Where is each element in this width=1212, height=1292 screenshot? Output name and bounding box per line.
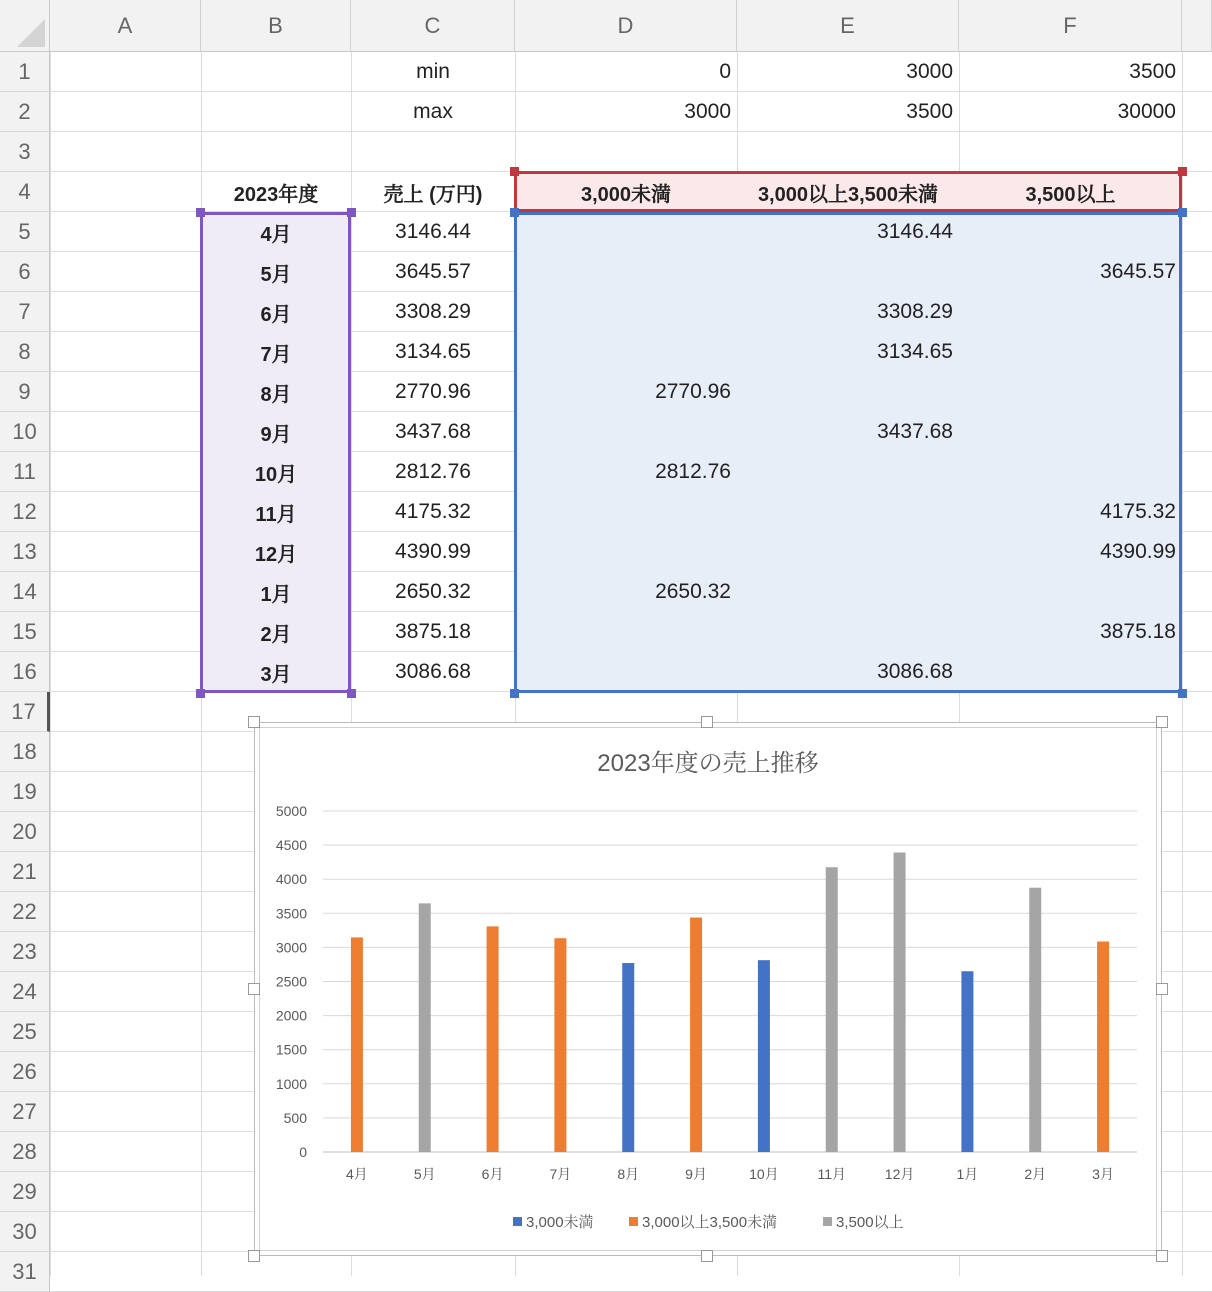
column-header-a[interactable]: A: [50, 0, 201, 52]
row-header-17[interactable]: 17: [0, 692, 50, 732]
sales-cell[interactable]: 3134.65: [395, 340, 471, 363]
y-tick-label: 4500: [275, 837, 307, 854]
col-gridline: [1182, 52, 1183, 1276]
row-header-12[interactable]: 12: [0, 492, 50, 532]
range-handle[interactable]: [1178, 689, 1187, 698]
bucket-value-cell[interactable]: 4175.32: [1100, 500, 1176, 523]
sales-cell[interactable]: 3146.44: [395, 220, 471, 243]
y-tick-label: 5000: [275, 803, 307, 819]
x-tick-label: 2月: [1024, 1166, 1047, 1182]
x-tick-label: 8月: [617, 1166, 640, 1182]
row-header-19[interactable]: 19: [0, 772, 50, 812]
row-header-26[interactable]: 26: [0, 1052, 50, 1092]
x-tick-label: 11月: [817, 1166, 847, 1182]
y-tick-label: 500: [283, 1109, 307, 1126]
sales-cell[interactable]: 2770.96: [395, 380, 471, 403]
legend-swatch: [823, 1217, 832, 1226]
sales-cell[interactable]: 3308.29: [395, 300, 471, 323]
y-tick-label: 1000: [275, 1075, 307, 1092]
row-header-16[interactable]: 16: [0, 652, 50, 692]
y-tick-label: 4000: [275, 871, 307, 888]
select-all-icon: [17, 19, 45, 47]
x-tick-label: 4月: [346, 1166, 368, 1182]
chart-resize-handle[interactable]: [248, 1250, 260, 1262]
bar-1[interactable]: [758, 960, 770, 1152]
row-header-13[interactable]: 13: [0, 532, 50, 572]
x-tick-label: 12月: [884, 1166, 915, 1182]
bar-3[interactable]: [419, 903, 431, 1152]
y-tick-label: 0: [299, 1144, 307, 1160]
bar-1[interactable]: [961, 971, 973, 1152]
range-handle[interactable]: [196, 208, 205, 217]
x-tick-label: 5月: [413, 1166, 436, 1182]
chart-resize-handle[interactable]: [701, 1250, 713, 1262]
sales-cell[interactable]: 4175.32: [395, 500, 471, 523]
sales-cell[interactable]: 3875.18: [395, 620, 471, 643]
column-header-e[interactable]: E: [737, 0, 959, 52]
header-sales[interactable]: 売上 (万円): [383, 183, 483, 206]
bucket-value-cell[interactable]: 2770.96: [655, 380, 731, 403]
month-cell[interactable]: 1月: [260, 583, 292, 606]
legend-swatch: [629, 1217, 638, 1226]
row-header-6[interactable]: 6: [0, 252, 50, 292]
sales-cell[interactable]: 2650.32: [395, 580, 471, 603]
column-header-f[interactable]: F: [959, 0, 1182, 52]
header-period[interactable]: 2023年度: [233, 183, 319, 206]
range-handle[interactable]: [1178, 167, 1187, 176]
x-tick-label: 7月: [549, 1166, 572, 1182]
y-tick-label: 2500: [275, 973, 307, 990]
chart-resize-handle[interactable]: [1156, 983, 1168, 995]
bar-2[interactable]: [690, 918, 702, 1152]
bucket-value-cell[interactable]: 3437.68: [877, 420, 953, 443]
column-header-b[interactable]: B: [201, 0, 351, 52]
bucket-value-cell[interactable]: 4390.99: [1100, 540, 1176, 563]
row-header-27[interactable]: 27: [0, 1092, 50, 1132]
bucket-value-cell[interactable]: 2812.76: [655, 460, 731, 483]
row-header-20[interactable]: 20: [0, 812, 50, 852]
chart-resize-handle[interactable]: [248, 716, 260, 728]
cell-max-value[interactable]: 3000: [684, 100, 731, 123]
bar-3[interactable]: [1029, 888, 1041, 1152]
cell-c2-max-label[interactable]: max: [413, 100, 453, 123]
range-handle[interactable]: [1178, 208, 1187, 217]
row-header-14[interactable]: 14: [0, 572, 50, 612]
chart-resize-handle[interactable]: [701, 716, 713, 728]
bucket-value-cell[interactable]: 3086.68: [877, 660, 953, 683]
row-header-31[interactable]: 31: [0, 1252, 50, 1292]
cell-min-value[interactable]: 0: [719, 60, 731, 83]
chart-title: 2023年度の売上推移: [597, 750, 819, 777]
sales-cell[interactable]: 4390.99: [395, 540, 471, 563]
month-cell[interactable]: 6月: [260, 303, 292, 326]
chart-resize-handle[interactable]: [248, 983, 260, 995]
row-header-10[interactable]: 10: [0, 412, 50, 452]
range-handle[interactable]: [196, 689, 205, 698]
row-header-5[interactable]: 5: [0, 212, 50, 252]
legend-swatch: [513, 1217, 522, 1226]
bucket-value-cell[interactable]: 3645.57: [1100, 260, 1176, 283]
bar-2[interactable]: [351, 937, 363, 1152]
row-header-21[interactable]: 21: [0, 852, 50, 892]
x-tick-label: 6月: [481, 1166, 504, 1182]
month-cell[interactable]: 3月: [260, 663, 292, 686]
row-header-1[interactable]: 1: [0, 52, 50, 92]
month-cell[interactable]: 8月: [260, 383, 292, 406]
range-handle[interactable]: [510, 689, 519, 698]
sales-cell[interactable]: 3645.57: [395, 260, 471, 283]
range-handle[interactable]: [347, 208, 356, 217]
header-bucket[interactable]: 3,500以上: [1025, 183, 1116, 206]
col-gridline: [50, 52, 51, 1276]
row-header-3[interactable]: 3: [0, 132, 50, 172]
row-header-23[interactable]: 23: [0, 932, 50, 972]
bar-1[interactable]: [622, 963, 634, 1152]
bar-3[interactable]: [894, 853, 906, 1152]
row-header-7[interactable]: 7: [0, 292, 50, 332]
bar-2[interactable]: [487, 926, 499, 1152]
row-header-11[interactable]: 11: [0, 452, 50, 492]
x-tick-label: 9月: [685, 1166, 707, 1182]
range-handle[interactable]: [510, 167, 519, 176]
bar-3[interactable]: [826, 867, 838, 1152]
y-tick-label: 3000: [275, 939, 307, 956]
legend-label[interactable]: 3,000以上3,500未満: [642, 1214, 778, 1231]
bucket-value-cell[interactable]: 3134.65: [877, 340, 953, 363]
months-range-highlight: [200, 212, 351, 693]
range-handle[interactable]: [510, 208, 519, 217]
bucket-value-cell[interactable]: 3146.44: [877, 220, 953, 243]
month-cell[interactable]: 9月: [260, 423, 292, 446]
column-header-g[interactable]: [1182, 0, 1212, 52]
row-header-9[interactable]: 9: [0, 372, 50, 412]
bucket-value-cell[interactable]: 2650.32: [655, 580, 731, 603]
row-header-28[interactable]: 28: [0, 1132, 50, 1172]
chart[interactable]: [254, 722, 1162, 1256]
row-header-15[interactable]: 15: [0, 612, 50, 652]
chart-resize-handle[interactable]: [1156, 716, 1168, 728]
cell-min-value[interactable]: 3000: [906, 60, 953, 83]
bucket-value-cell[interactable]: 3875.18: [1100, 620, 1176, 643]
cell-max-value[interactable]: 3500: [906, 100, 953, 123]
row-header-8[interactable]: 8: [0, 332, 50, 372]
row-header-25[interactable]: 25: [0, 1012, 50, 1052]
bar-2[interactable]: [554, 938, 566, 1152]
legend-label[interactable]: 3,000未満: [526, 1214, 594, 1231]
cell-min-value[interactable]: 3500: [1129, 60, 1176, 83]
range-handle[interactable]: [347, 689, 356, 698]
row-header-4[interactable]: 4: [0, 172, 50, 212]
values-range-highlight: [514, 212, 1182, 693]
legend-label[interactable]: 3,500以上: [836, 1214, 904, 1231]
row-header-30[interactable]: 30: [0, 1212, 50, 1252]
month-cell[interactable]: 2月: [260, 623, 292, 646]
header-bucket[interactable]: 3,000以上3,500未満: [757, 183, 939, 206]
x-tick-label: 1月: [956, 1166, 979, 1182]
y-tick-label: 3500: [275, 905, 307, 922]
cell-max-value[interactable]: 30000: [1117, 100, 1176, 123]
month-cell[interactable]: 12月: [254, 543, 298, 566]
month-cell[interactable]: 4月: [260, 223, 292, 246]
sales-cell[interactable]: 3437.68: [395, 420, 471, 443]
header-bucket[interactable]: 3,000未満: [580, 183, 672, 206]
month-cell[interactable]: 7月: [260, 343, 292, 366]
row-header-22[interactable]: 22: [0, 892, 50, 932]
bar-2[interactable]: [1097, 941, 1109, 1152]
select-all-corner[interactable]: [0, 0, 50, 52]
sales-cell[interactable]: 3086.68: [395, 660, 471, 683]
cell-c1-min-label[interactable]: min: [416, 60, 450, 83]
x-tick-label: 10月: [749, 1166, 779, 1182]
y-tick-label: 1500: [275, 1041, 307, 1058]
header-range-highlight: [514, 171, 1182, 212]
month-cell[interactable]: 11月: [255, 503, 297, 526]
chart-resize-handle[interactable]: [1156, 1250, 1168, 1262]
chart-canvas: [255, 723, 1161, 1255]
y-tick-label: 2000: [275, 1007, 307, 1024]
bucket-value-cell[interactable]: 3308.29: [877, 300, 953, 323]
month-cell[interactable]: 5月: [260, 263, 292, 286]
x-tick-label: 3月: [1092, 1166, 1114, 1182]
row-header-2[interactable]: 2: [0, 92, 50, 132]
month-cell[interactable]: 10月: [254, 463, 298, 486]
row-header-18[interactable]: 18: [0, 732, 50, 772]
row-header-29[interactable]: 29: [0, 1172, 50, 1212]
column-header-c[interactable]: C: [351, 0, 515, 52]
sales-cell[interactable]: 2812.76: [395, 460, 471, 483]
column-header-d[interactable]: D: [515, 0, 737, 52]
row-header-24[interactable]: 24: [0, 972, 50, 1012]
